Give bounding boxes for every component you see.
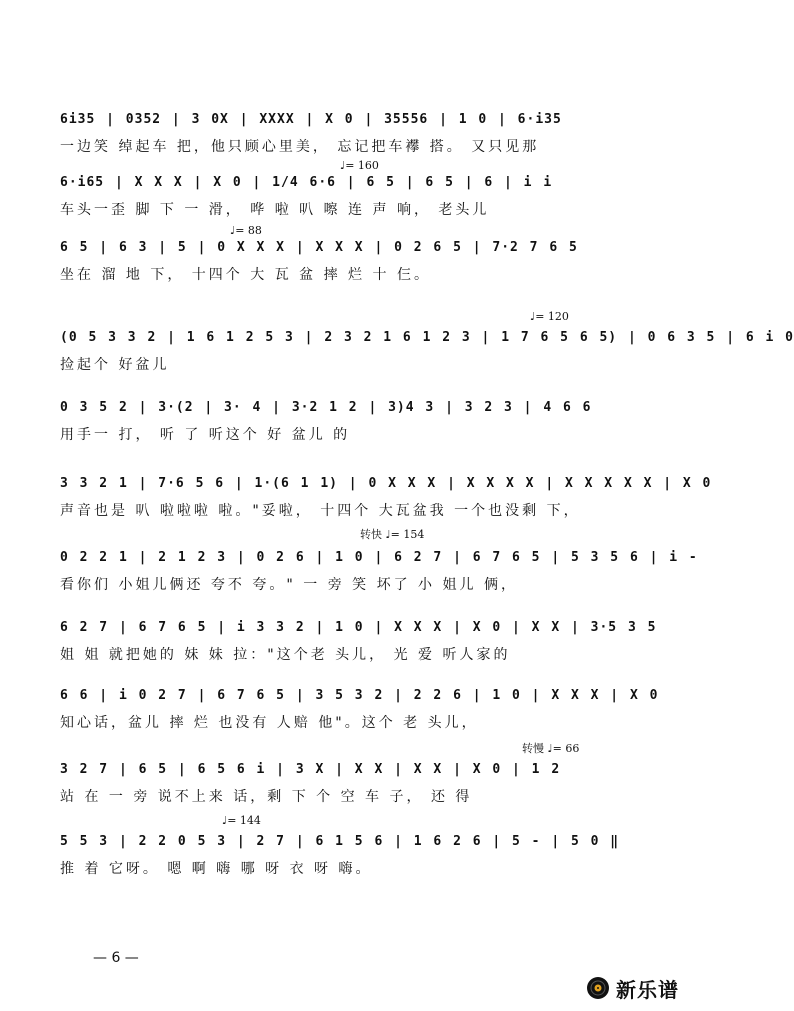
tempo-mark: 转快 ♩= 154 bbox=[360, 528, 425, 541]
notation-text: 5 5 3 | 2 2 0 5 3 | 2 7 | 6 1 5 6 | 1 6 2 6 | 5 - | 5 0 ‖ bbox=[60, 834, 620, 849]
tempo-mark: 转慢 ♩= 66 bbox=[522, 742, 580, 755]
notation-line bbox=[60, 550, 698, 572]
lyrics-line: 坐在 溜 地 下， 十四个 大 瓦 盆 摔 烂 十 仨。 bbox=[60, 267, 431, 283]
notation-line bbox=[60, 762, 640, 784]
lyrics-line: 知心话，盆儿 摔 烂 也没有 人赔 他"。这个 老 头儿， bbox=[60, 715, 479, 731]
notation-text: (0 5 3 3 2 | 1 6 1 2 5 3 | 2 3 2 1 6 1 2 3 | 1 7 6 5 6 5) | 0 6 3 5 | 6 i 0 bbox=[60, 330, 794, 345]
lyrics-line: 车头一歪 脚 下 一 滑， 哗 啦 叭 嚓 连 声 响， 老头儿 bbox=[60, 202, 490, 218]
notation-text: 6·i65 | X X X | X 0 | 1/4 6·6 | 6 5 | 6 5 | 6 | i i bbox=[60, 175, 553, 190]
notation-line bbox=[60, 112, 640, 134]
tempo-mark: ♩= 88 bbox=[230, 224, 262, 237]
notation-text: 6 6 | i 0 2 7 | 6 7 6 5 | 3 5 3 2 | 2 2 6 | 1 0 | X X X | X 0 bbox=[60, 688, 659, 703]
lyrics-line: 推 着 它呀。 嗯 啊 嗨 哪 呀 衣 呀 嗨。 bbox=[60, 861, 373, 877]
notation-text: 0 3 5 2 | 3·(2 | 3· 4 | 3·2 1 2 | 3)4 3 | 3 2 3 | 4 6 6 bbox=[60, 400, 592, 415]
lyrics-line: 用手一 打， 听 了 听这个 好 盆儿 的 bbox=[60, 427, 351, 443]
site-logo bbox=[586, 972, 706, 1004]
notation-line bbox=[60, 688, 659, 710]
notation-text: 3 3 2 1 | 7·6 5 6 | 1·(6 1 1) | 0 X X X | X X X X | X X X X X | X 0 bbox=[60, 476, 712, 491]
tempo-mark: ♩= 144 bbox=[222, 814, 261, 827]
notation-line bbox=[60, 330, 794, 352]
logo-text: 新乐谱 bbox=[616, 977, 679, 1002]
notation-text: 6 5 | 6 3 | 5 | 0 X X X | X X X | 0 2 6 5 | 7·2 7 6 5 bbox=[60, 240, 578, 255]
lyrics-line: 声音也是 叭 啦啦啦 啦。"妥啦， 十四个 大瓦盆我 一个也没剩 下， bbox=[60, 503, 581, 519]
notation-text: 0 2 2 1 | 2 1 2 3 | 0 2 6 | 1 0 | 6 2 7 | 6 7 6 5 | 5 3 5 6 | i - bbox=[60, 550, 698, 565]
tempo-mark: ♩= 120 bbox=[530, 310, 569, 323]
page-number: — 6 — bbox=[93, 950, 139, 966]
notation-line bbox=[60, 476, 712, 498]
lyrics-line: 捡起个 好盆儿 bbox=[60, 357, 170, 373]
lyrics-line: 一边笑 绰起车 把，他只顾心里美， 忘记把车襻 搭。 又只见那 bbox=[60, 139, 540, 155]
notation-text: 6i35 | 0352 | 3 0X | XXXX | X 0 | 35556 | 1 0 | 6·i35 bbox=[60, 112, 562, 127]
notation-text: 3 2 7 | 6 5 | 6 5 6 i | 3 X | X X | X X | X 0 | 1 2 bbox=[60, 762, 561, 777]
tempo-mark: ♩= 160 bbox=[340, 159, 379, 172]
notation-text: 6 2 7 | 6 7 6 5 | i 3 3 2 | 1 0 | X X X | X 0 | X X | 3·5 3 5 bbox=[60, 620, 657, 635]
lyrics-line: 姐 姐 就把她的 妹 妹 拉："这个老 头儿， 光 爱 听人家的 bbox=[60, 647, 511, 663]
notation-line bbox=[60, 620, 657, 642]
notation-line bbox=[60, 400, 640, 422]
lyrics-line: 看你们 小姐儿俩还 夸不 夸。" 一 旁 笑 坏了 小 姐儿 俩， bbox=[60, 577, 518, 593]
notation-line bbox=[60, 175, 640, 197]
record-icon bbox=[586, 976, 610, 1000]
notation-line bbox=[60, 834, 640, 856]
notation-line bbox=[60, 240, 640, 262]
lyrics-line: 站 在 一 旁 说不上来 话，剩 下 个 空 车 子， 还 得 bbox=[60, 789, 473, 805]
